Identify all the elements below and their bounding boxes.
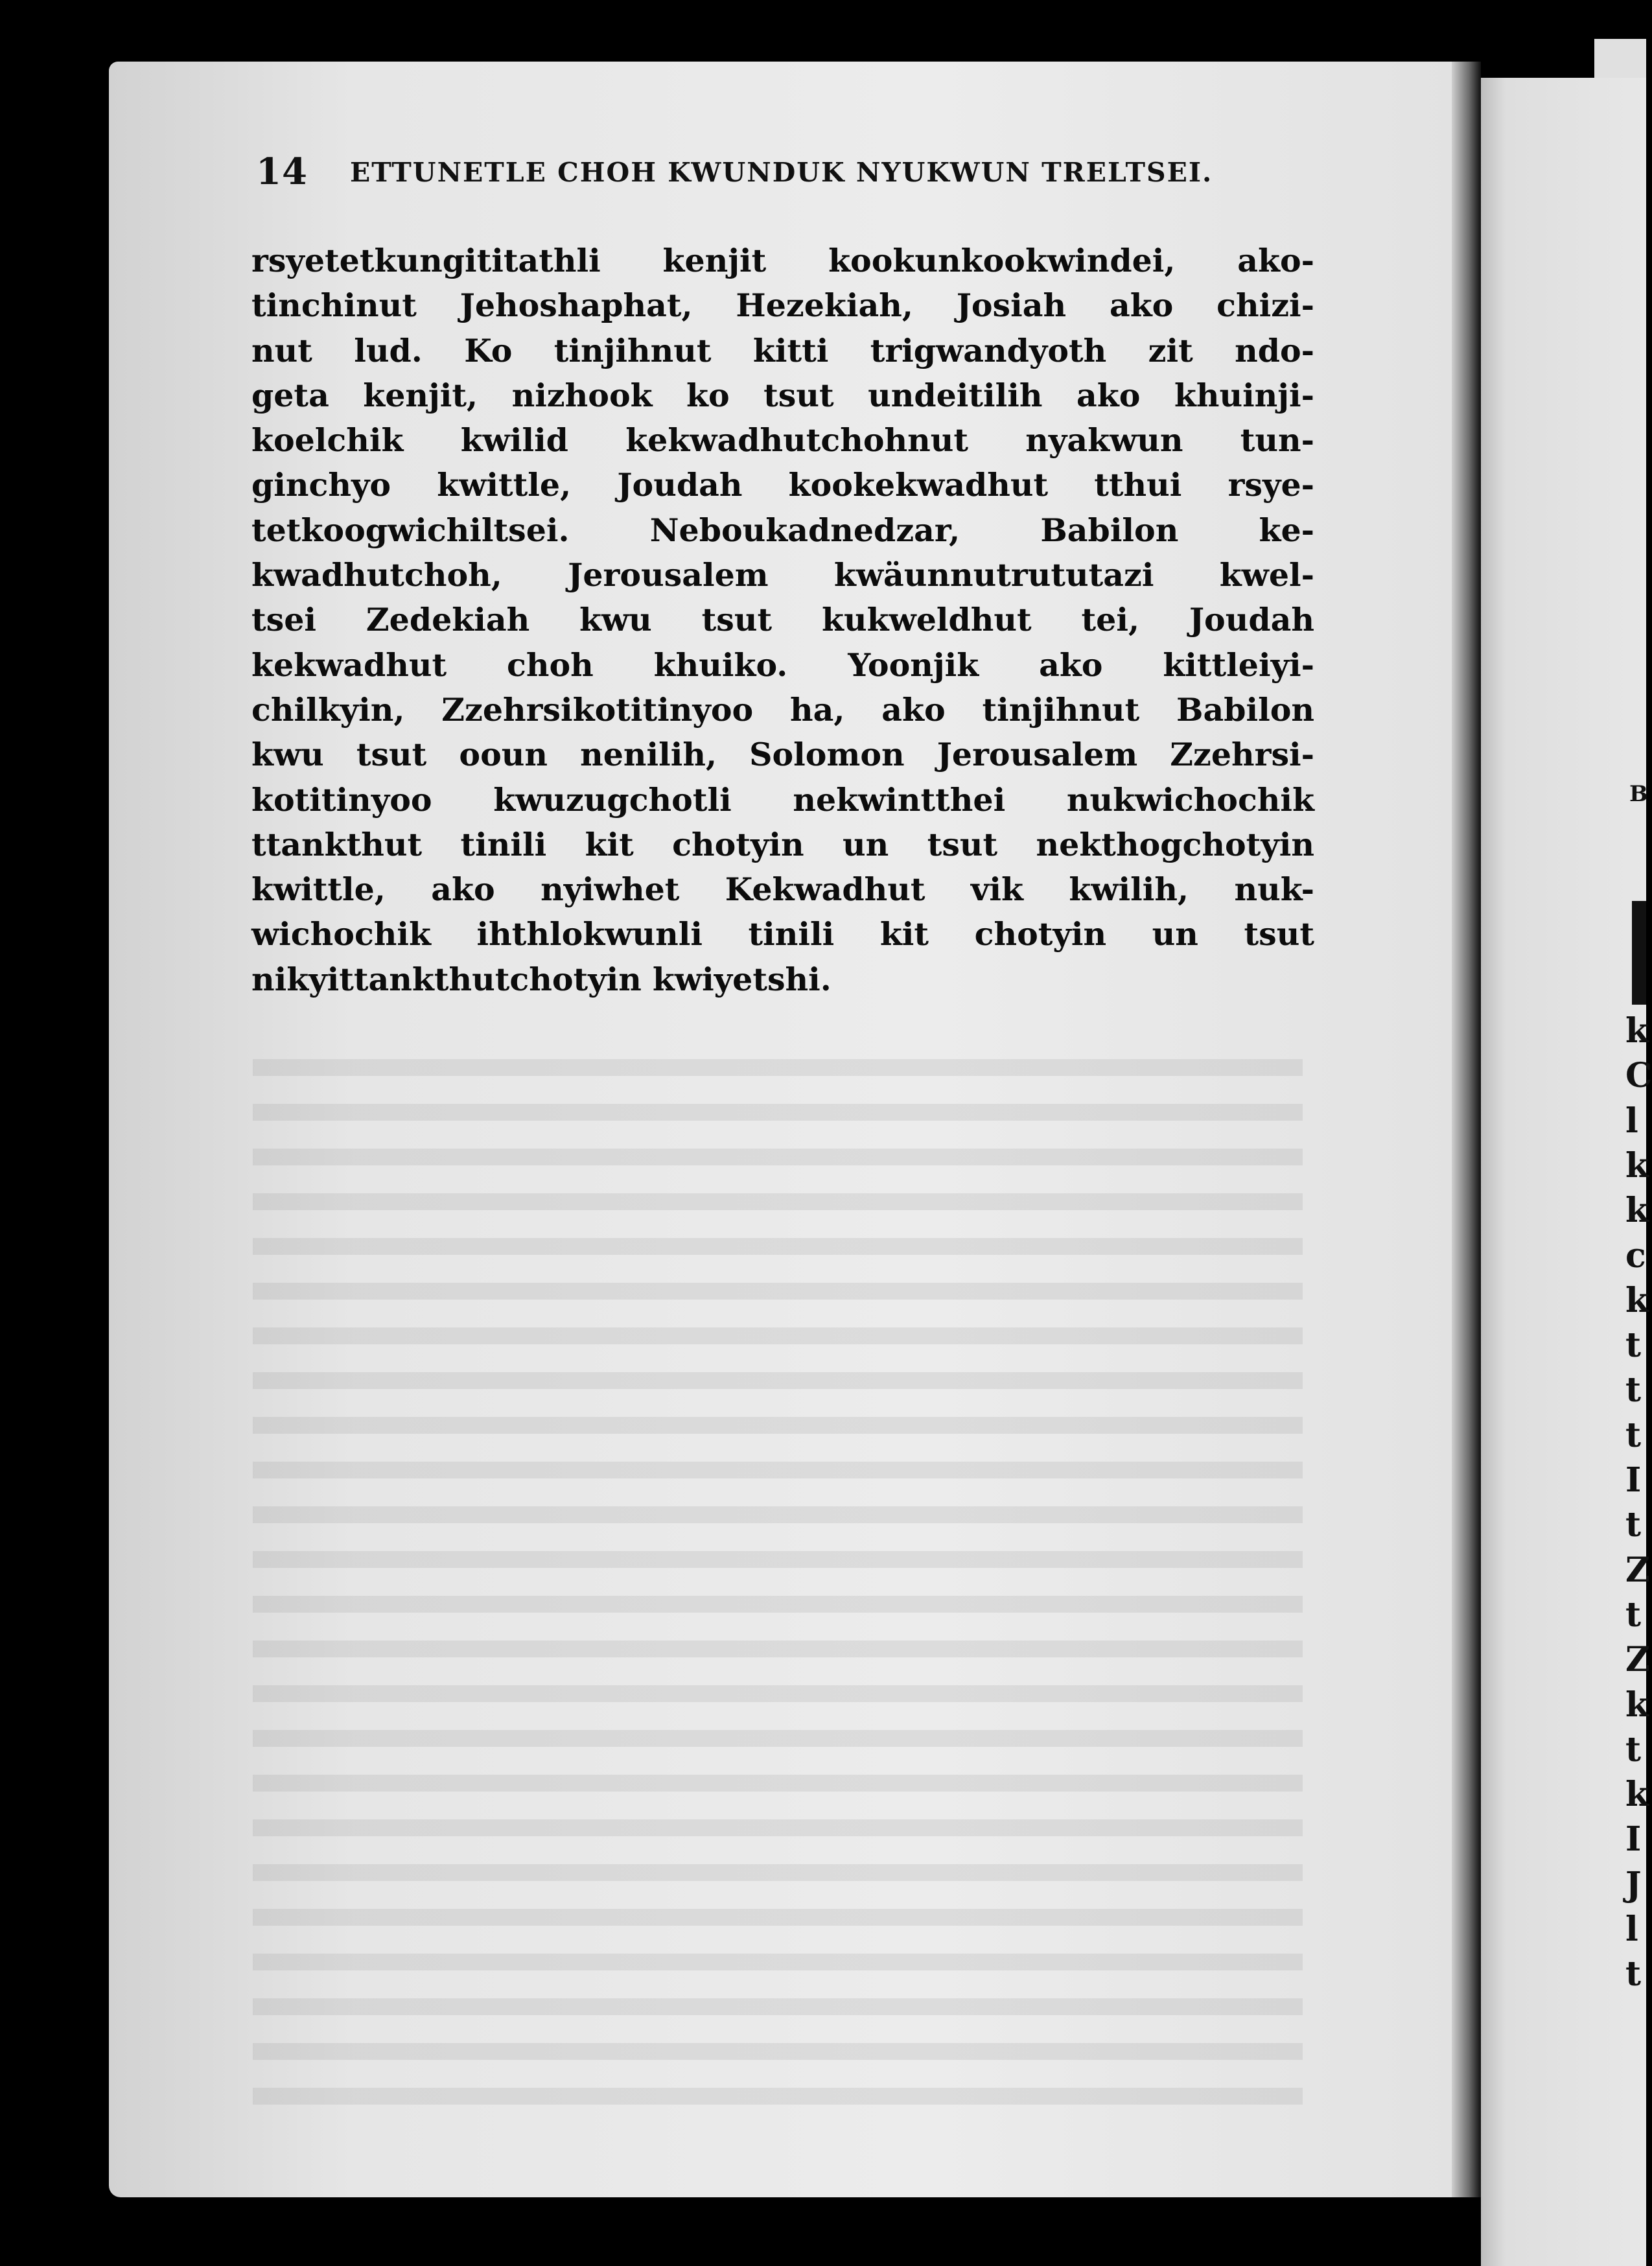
text-line: kwittle, ako nyiwhet Kekwadhut vik kwilih, nuk-	[251, 870, 1314, 909]
facing-page-line-start: t	[1625, 1326, 1642, 1366]
facing-page-line-start: c	[1625, 1235, 1646, 1276]
facing-page-line-start: t	[1625, 1594, 1642, 1635]
facing-page-line-start: k	[1625, 1145, 1649, 1186]
facing-page-side-letter: B	[1629, 781, 1648, 807]
page-gutter-shadow	[1452, 62, 1481, 2197]
facing-page-drop-initial	[1632, 901, 1646, 1005]
text-line: geta kenjit, nizhook ko tsut undeitilih ako khuinji-	[251, 376, 1314, 414]
facing-page-line-start: l	[1625, 1101, 1638, 1141]
text-line: tsei Zedekiah kwu tsut kukweldhut tei, Joudah	[251, 601, 1314, 639]
facing-page-line-start: I	[1625, 1460, 1642, 1500]
facing-page-line-start: l	[1625, 1910, 1638, 1949]
text-line: tinchinut Jehoshaphat, Hezekiah, Josiah ako chizi-	[251, 286, 1314, 325]
facing-page-line-start: t	[1625, 1505, 1642, 1545]
facing-page-line-start: t	[1625, 1415, 1642, 1455]
facing-page	[1481, 78, 1646, 2266]
page-number: 14	[256, 150, 308, 193]
text-line: kwu tsut ooun nenilih, Solomon Jerousalem Zzehrsi-	[251, 736, 1314, 774]
text-line: rsyetetkungititathli kenjit kookunkookwindei, ako-	[251, 242, 1314, 279]
facing-page-line-start: Z	[1625, 1640, 1650, 1680]
text-line: koelchik kwilid kekwadhutchohnut nyakwun tun-	[251, 421, 1314, 460]
body-paragraph	[251, 239, 1314, 1002]
text-line: ginchyo kwittle, Joudah kookekwadhut tthui rsye-	[251, 466, 1314, 504]
text-line: tetkoogwichiltsei. Neboukadnedzar, Babilon ke-	[251, 511, 1314, 549]
text-line: ttankthut tinili kit chotyin un tsut nekthogchotyin	[251, 825, 1314, 863]
text-line: nikyittankthutchotyin kwiyetshi.	[251, 960, 832, 998]
facing-page-line-start: Z	[1625, 1550, 1650, 1590]
text-line: chilkyin, Zzehrsikotitinyoo ha, ako tinjihnut Babilon	[251, 690, 1314, 729]
facing-page-line-start: k	[1625, 1685, 1649, 1725]
facing-page-line-start: C	[1625, 1056, 1652, 1096]
running-title: ETTUNETLE CHOH KWUNDUK NYUKWUN TRELTSEI.	[350, 157, 1213, 188]
show-through-text	[253, 1037, 1303, 2107]
text-line: nut lud. Ko tinjihnut kitti trigwandyoth zit ndo-	[251, 331, 1314, 369]
text-line: kekwadhut choh khuiko. Yoonjik ako kittleiyi-	[251, 646, 1314, 684]
facing-page-line-start: t	[1625, 1370, 1642, 1410]
facing-page-line-start: I	[1625, 1819, 1642, 1860]
facing-page-line-start: t	[1625, 1729, 1642, 1770]
facing-page-line-start: J	[1625, 1864, 1642, 1904]
text-line: kotitinyoo kwuzugchotli nekwintthei nukwichochik	[251, 780, 1314, 819]
text-line: wichochik ihthlokwunli tinili kit chotyin un tsut	[251, 915, 1314, 953]
running-header	[256, 150, 1293, 196]
facing-page-line-start: k	[1625, 1011, 1649, 1051]
facing-page-line-start: t	[1625, 1954, 1642, 1994]
facing-page-line-start: k	[1625, 1775, 1649, 1815]
next-page-corner	[1594, 39, 1646, 78]
text-line: kwadhutchoh, Jerousalem kwäunnutrututazi kwel-	[251, 556, 1314, 594]
facing-page-line-start: k	[1625, 1191, 1649, 1231]
facing-page-line-start: k	[1625, 1280, 1649, 1320]
